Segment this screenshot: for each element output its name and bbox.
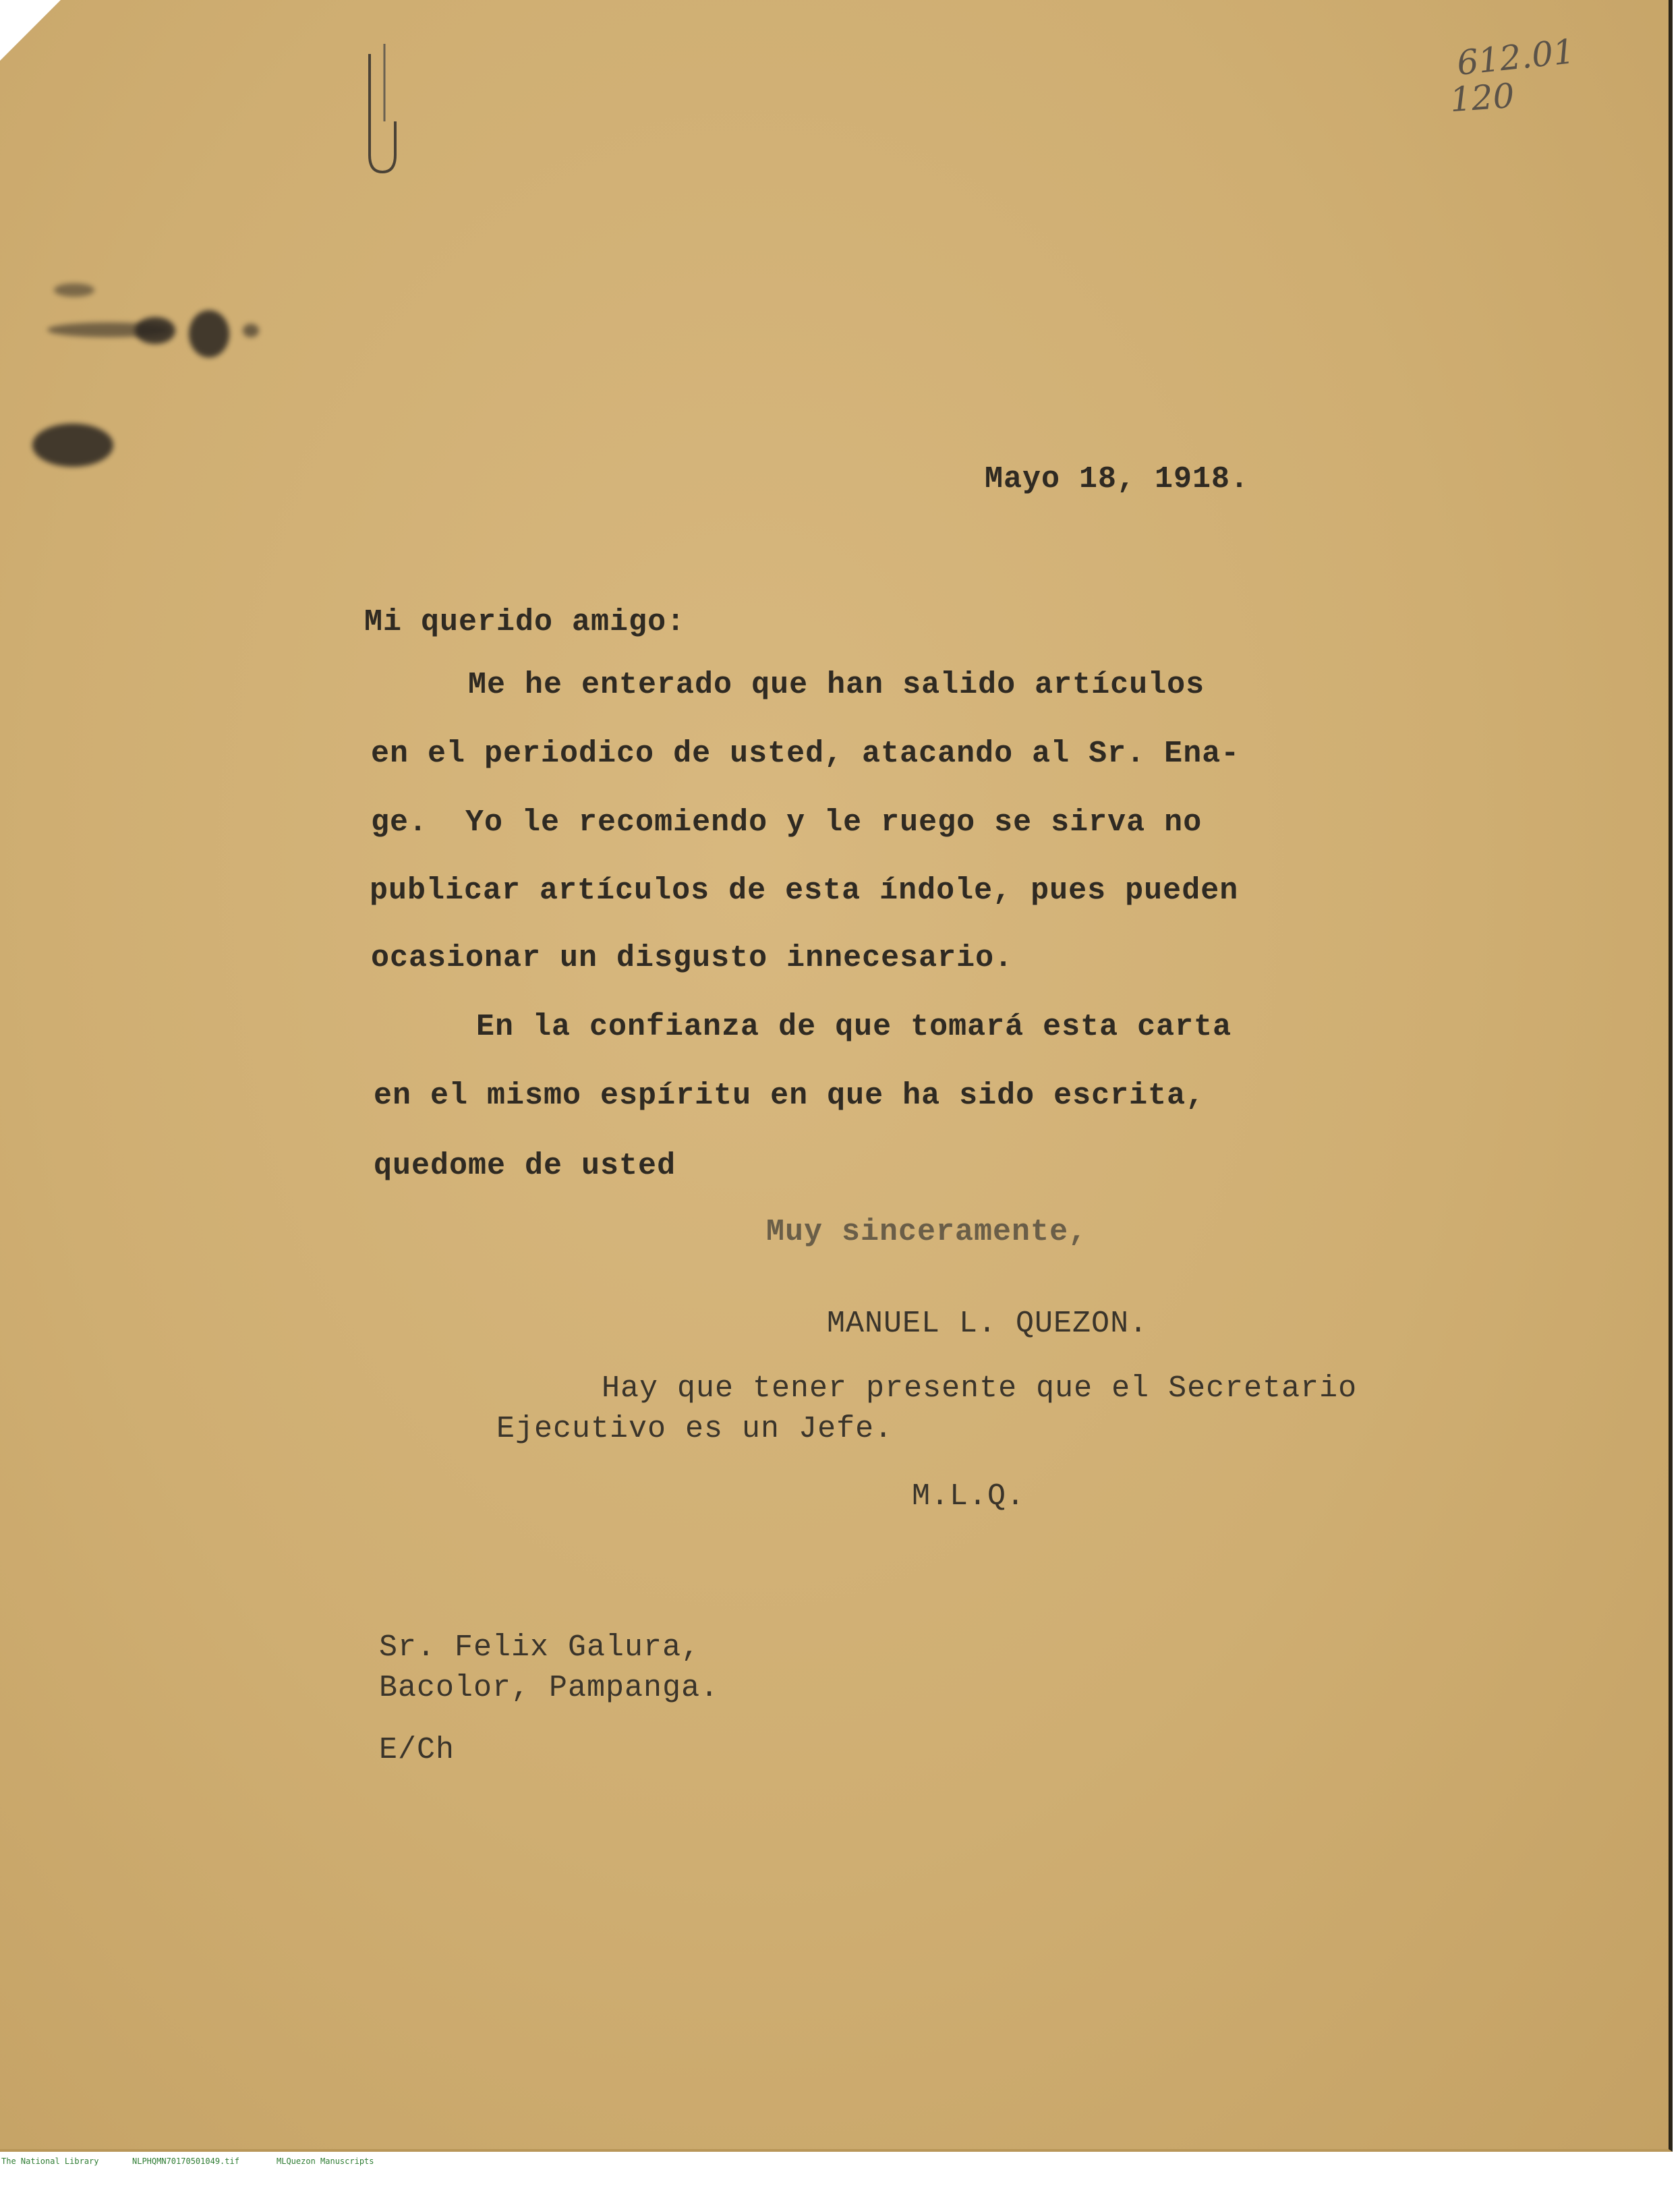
ink-stain — [243, 324, 259, 337]
footer-library: The National Library — [1, 2157, 99, 2166]
footer-file: NLPHQMN70170501049.tif — [132, 2157, 239, 2166]
footer-collection: MLQuezon Manuscripts — [277, 2157, 374, 2166]
postscript-line: Hay que tener presente que el Secretario — [602, 1371, 1358, 1406]
paper-clip-mark — [364, 40, 401, 175]
body-line: Me he enterado que han salido artículos — [468, 668, 1205, 702]
body-line: quedome de usted — [374, 1149, 676, 1183]
page-corner — [0, 0, 61, 61]
recipient-address: Bacolor, Pampanga. — [379, 1671, 720, 1705]
body-line: en el periodico de usted, atacando al Sr. Ena- — [371, 737, 1240, 771]
letter-date: Mayo 18, 1918. — [985, 462, 1250, 496]
handwritten-file-number: 612.01 — [1455, 32, 1577, 83]
body-line: en el mismo espíritu en que ha sido escrita, — [374, 1079, 1205, 1113]
closing: Muy sinceramente, — [766, 1215, 1088, 1249]
ink-stain — [189, 310, 229, 358]
recipient-name: Sr. Felix Galura, — [379, 1630, 701, 1665]
body-line: ge. Yo le recomiendo y le ruego se sirva no — [371, 805, 1203, 840]
ink-stain — [32, 424, 113, 467]
scan-footer — [0, 2156, 1680, 2167]
ink-stain — [54, 283, 94, 297]
initials: M.L.Q. — [912, 1479, 1026, 1514]
postscript-line: Ejecutivo es un Jefe. — [496, 1412, 894, 1446]
body-line: ocasionar un disgusto innecesario. — [371, 941, 1014, 975]
reference-initials: E/Ch — [379, 1733, 455, 1767]
ink-stain — [135, 317, 175, 344]
body-line: publicar artículos de esta índole, pues pueden — [370, 874, 1239, 908]
body-line: En la confianza de que tomará esta carta — [476, 1010, 1232, 1044]
signature: MANUEL L. QUEZON. — [827, 1307, 1149, 1341]
handwritten-file-subnumber: 120 — [1449, 76, 1516, 120]
salutation: Mi querido amigo: — [364, 605, 686, 639]
